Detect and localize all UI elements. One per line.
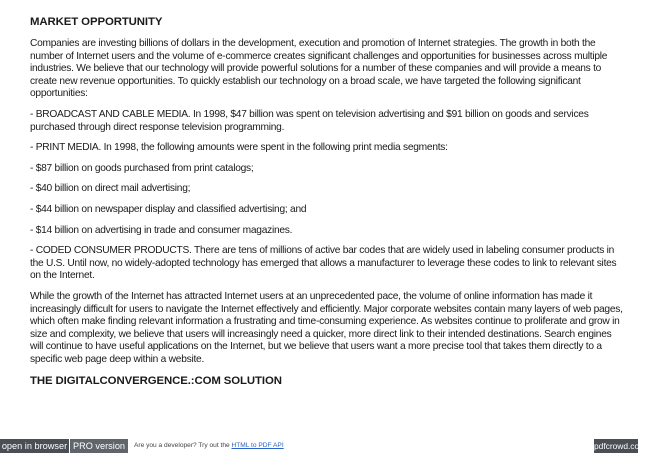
open-in-browser-button[interactable]: open in browser xyxy=(1,441,68,451)
solution-heading: THE DIGITALCONVERGENCE.:COM SOLUTION xyxy=(30,375,282,388)
market-opportunity-heading: MARKET OPPORTUNITY xyxy=(30,16,163,28)
print-item-catalogs: - $87 billion on goods purchased from print catalogs; xyxy=(30,162,254,174)
coded-products-paragraph: - CODED CONSUMER PRODUCTS. There are tens of millions of active bar codes that are widely used in labeling consumer products in the U.S. Until now, no widely-adopted technology has emerged that allows a manufacturer to leverage these codes to link to relevant sites on the Internet. xyxy=(30,245,617,282)
document-page xyxy=(30,15,626,397)
print-item-direct-mail: - $40 billion on direct mail advertising; xyxy=(30,183,191,195)
developer-promo xyxy=(134,439,284,453)
internet-growth-paragraph: While the growth of the Internet has attracted Internet users at an unprecedented pace, the volume of online information has made it increasingly difficult for users to navigate the Internet effectively and efficiently. Major corporate websites contain many layers of web pages, which often make finding relevant information a frustrating and time-consuming experience. As websites continue to proliferate and grow in size and complexity, we believe that users will increasingly need a quicker, more direct link to their intended destinations. Search engines will continue to have useful applications on the Internet, but we believe that users want a more precise tool that takes them directly to a specific web page deep within a website. xyxy=(30,290,623,365)
developer-promo-text: Are you a developer? Try out the xyxy=(134,442,230,449)
print-media-paragraph: - PRINT MEDIA. In 1998, the following amounts were spent in the following print media segments: xyxy=(30,142,448,154)
intro-paragraph: Companies are investing billions of dollars in the development, execution and promotion of Internet strategies. The growth in both the number of Internet users and the volume of e-commerce creates significant challenges and opportunities for businesses across multiple industries. We believe that our technology will provide powerful solutions for a number of these companies and will provide a means to create new revenue opportunities. To quickly establish our technology on a broad scale, we have targeted the following significant opportunities: xyxy=(30,38,608,100)
broadcast-paragraph: - BROADCAST AND CABLE MEDIA. In 1998, $47 billion was spent on television advertising and $91 billion on goods and services purchased through direct response television programming. xyxy=(30,108,589,133)
print-item-magazines: - $14 billion on advertising in trade and consumer magazines. xyxy=(30,224,293,236)
pdfcrowd-brand-link[interactable]: pdfcrowd.com xyxy=(594,441,646,451)
pdfcrowd-footer-bar xyxy=(0,439,646,453)
pro-version-button[interactable]: PRO version xyxy=(70,439,128,453)
html-to-pdf-api-link[interactable]: HTML to PDF API xyxy=(231,442,284,449)
print-item-newspaper: - $44 billion on newspaper display and classified advertising; and xyxy=(30,203,307,215)
